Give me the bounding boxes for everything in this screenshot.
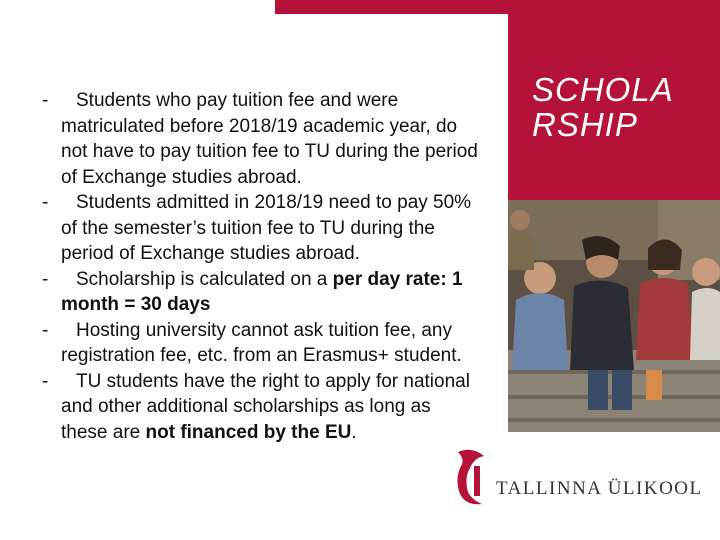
top-accent-bar [275,0,720,14]
bullet-dash: - [42,268,49,290]
university-logo [454,448,720,528]
logo-wordmark: TALLINNA ÜLIKOOL [496,478,703,499]
bullet-dash: - [42,192,49,213]
bullet-text: Scholarship is calculated on a [76,268,333,290]
bullet-tuition-before-2018 [42,88,482,190]
bullet-emphasis: not financed by the EU [145,421,352,443]
bullet-dash: - [42,319,49,341]
bullet-dash: - [42,370,49,392]
bullet-text: Students who pay tuition fee and were matriculated before 2018/19 academic year, do not have to pay tuition fee to TU during the period of Exchange studies abroad. [61,90,478,188]
slide-title: SCHOLA RSHIP [532,71,674,143]
bullet-admitted-2018 [42,190,482,267]
bullet-list [42,88,482,445]
bullet-text: Hosting university cannot ask tuition fee, any registration fee, etc. from an Erasmus+ student. [61,319,462,366]
bullet-per-day-rate [42,267,482,318]
bullet-text: TU students have the right to apply for national and other additional scholarships as long as these are [61,370,470,443]
bullet-additional-scholarships [42,369,482,446]
bullet-period: . [351,421,357,443]
bullet-emphasis: per day rate: 1 month = 30 days [61,268,463,315]
bullet-text: Students admitted in 2018/19 need to pay 50% of the semester’s tuition fee to TU during the period of Exchange studies abroad. [61,192,472,264]
bullet-dash: - [42,90,49,111]
tallinn-university-emblem-icon [454,448,490,508]
bullet-hosting-university [42,318,482,369]
students-photo [508,200,720,432]
